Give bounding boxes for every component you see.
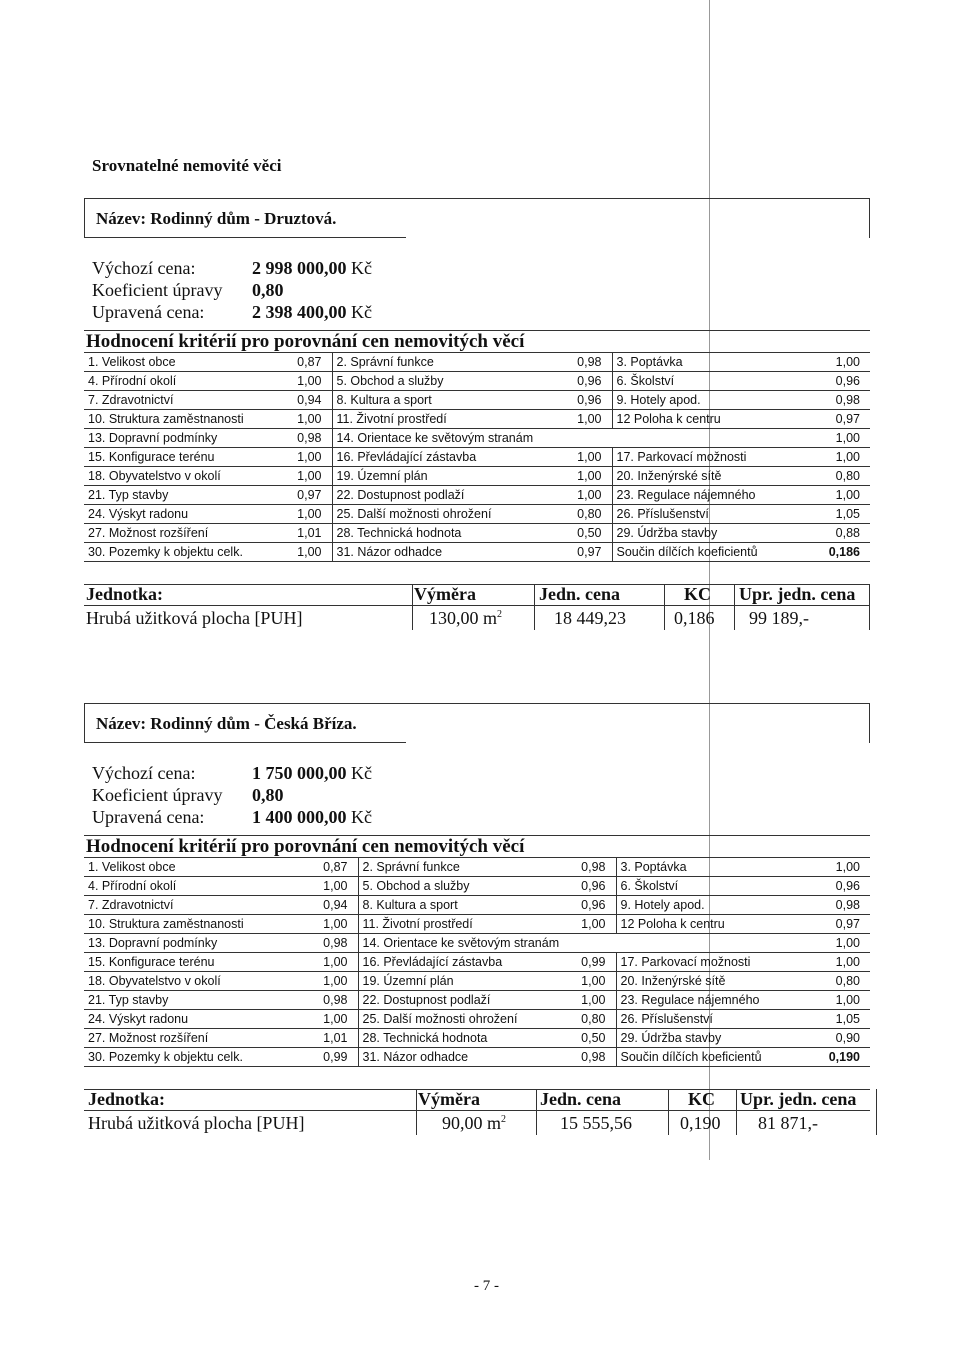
property-name: Název: Rodinný dům - Česká Bříza. [96,714,357,733]
unit-price-value: 15 555,56 [560,1113,632,1133]
criterion-label: 23. Regulace nájemného [616,991,810,1010]
criterion-value: 0,97 [810,915,870,934]
criterion-value: 1,00 [560,448,612,467]
criterion-label: 21. Typ stavby [84,486,284,505]
price-label: Výchozí cena: [92,763,196,783]
criterion-label: 1. Velikost obce [84,353,284,372]
criteria-row [84,972,870,991]
criterion-label: 23. Regulace nájemného [612,486,810,505]
property-block [84,703,870,1135]
criterion-value: 1,00 [284,448,332,467]
criteria-title: Hodnocení kritérií pro porovnání cen nemovitých věcí [84,330,870,352]
criterion-value: 0,99 [310,1048,358,1067]
criteria-row [84,467,870,486]
criteria-row [84,877,870,896]
criterion-value: 1,00 [284,505,332,524]
criterion-value: 1,00 [284,372,332,391]
criterion-label: 20. Inženýrské sítě [616,972,810,991]
criterion-value: 0,99 [568,953,616,972]
price-label: Upravená cena: [92,302,205,322]
criteria-row [84,448,870,467]
criteria-row [84,1048,870,1067]
criterion-label: 12 Poloha k centru [612,410,810,429]
criterion-label: 16. Převládající zástavba [332,448,560,467]
criterion-value: 0,98 [310,991,358,1010]
criterion-value: 0,94 [310,896,358,915]
unit-header: Jednotka: [86,584,164,604]
criterion-label: 17. Parkovací možnosti [612,448,810,467]
criterion-label: 8. Kultura a sport [358,896,568,915]
area-value: 130,00 $m^2$ [429,608,503,628]
criterion-label: 22. Dostupnost podlaží [332,486,560,505]
criterion-label: 3. Poptávka [612,353,810,372]
unit-value: Hrubá užitková plocha [PUH] [88,1113,305,1133]
criterion-value: 1,00 [568,915,616,934]
criterion-label: 26. Příslušenství [612,505,810,524]
area-header: Výměra [414,584,476,604]
criterion-value: 0,186 [810,543,870,562]
page-number: - 7 - [474,1278,499,1294]
price-value: 0,80 [252,280,284,300]
criterion-label: 3. Poptávka [616,858,810,877]
criterion-value: 1,00 [310,915,358,934]
criterion-value: 1,00 [284,543,332,562]
criterion-value: 0,94 [284,391,332,410]
adjusted-price-value: 81 871,- [758,1113,818,1133]
criterion-label: 28. Technická hodnota [332,524,560,543]
criterion-label: 8. Kultura a sport [332,391,560,410]
criterion-value: 1,00 [310,953,358,972]
kc-value: 0,186 [674,608,715,628]
criterion-value: 1,01 [284,524,332,543]
criterion-value: 0,80 [560,505,612,524]
criteria-title: Hodnocení kritérií pro porovnání cen nemovitých věcí [84,835,870,857]
criteria-row [84,505,870,524]
criterion-label: 31. Názor odhadce [358,1048,568,1067]
criterion-value: 0,97 [560,543,612,562]
criterion-value: 0,88 [810,524,870,543]
criteria-row [84,915,870,934]
criterion-label: 16. Převládající zástavba [358,953,568,972]
criterion-label: 24. Výskyt radonu [84,1010,310,1029]
criterion-label: 15. Konfigurace terénu [84,448,284,467]
criterion-value: 0,98 [568,1048,616,1067]
criterion-label: 20. Inženýrské sítě [612,467,810,486]
criterion-label: 19. Územní plán [358,972,568,991]
criterion-label: 11. Životní prostředí [332,410,560,429]
criterion-value: 0,97 [284,486,332,505]
criterion-label: 5. Obchod a služby [358,877,568,896]
criteria-row [84,429,870,448]
criterion-value: 0,97 [810,410,870,429]
criterion-label: 10. Struktura zaměstnanosti [84,915,310,934]
criterion-label: 25. Další možnosti ohrožení [358,1010,568,1029]
property-name: Název: Rodinný dům - Druztová. [96,209,337,228]
price-label: Koeficient úpravy [92,280,223,300]
criterion-value: 1,00 [284,467,332,486]
criterion-label: 24. Výskyt radonu [84,505,284,524]
criterion-value: 0,90 [810,1029,870,1048]
criterion-value: 1,00 [810,858,870,877]
criterion-value: 1,00 [310,1010,358,1029]
criterion-label: 6. Školství [612,372,810,391]
criterion-label: 13. Dopravní podmínky [84,429,284,448]
criterion-label: 2. Správní funkce [332,353,560,372]
criteria-table [84,352,870,562]
criterion-label: 7. Zdravotnictví [84,896,310,915]
criterion-label: 28. Technická hodnota [358,1029,568,1048]
criterion-value: 0,50 [560,524,612,543]
criterion-value: 0,87 [284,353,332,372]
criterion-value: 0,96 [568,877,616,896]
kc-header: KC [684,584,711,604]
criteria-table [84,857,870,1067]
criterion-label: 22. Dostupnost podlaží [358,991,568,1010]
criterion-value: 0,50 [568,1029,616,1048]
criterion-value: 1,00 [810,429,870,448]
criterion-label: Součin dílčích koeficientů [612,543,810,562]
criterion-label: 2. Správní funkce [358,858,568,877]
price-info [84,743,870,835]
criterion-value: 1,00 [810,934,870,953]
criteria-row [84,353,870,372]
criterion-label: 14. Orientace ke světovým stranám [358,934,810,953]
criterion-value: 0,96 [810,877,870,896]
criteria-row [84,524,870,543]
criterion-value: 0,98 [310,934,358,953]
criterion-value: 0,96 [568,896,616,915]
criterion-label: 31. Názor odhadce [332,543,560,562]
kc-value: 0,190 [680,1113,721,1133]
area-value: 90,00 $m^2$ [442,1113,507,1133]
criterion-value: 0,96 [810,372,870,391]
adjusted-price-value: 99 189,- [749,608,809,628]
criterion-value: 1,01 [310,1029,358,1048]
criterion-value: 1,00 [568,972,616,991]
kc-header: KC [688,1089,715,1109]
criterion-label: 5. Obchod a služby [332,372,560,391]
criterion-label: 10. Struktura zaměstnanosti [84,410,284,429]
price-value: 0,80 [252,785,284,805]
criterion-label: 15. Konfigurace terénu [84,953,310,972]
criterion-value: 1,00 [560,467,612,486]
area-header: Výměra [418,1089,480,1109]
criterion-value: 0,96 [560,372,612,391]
criterion-value: 1,00 [810,353,870,372]
unit-price-header: Jedn. cena [540,1089,621,1109]
criterion-label: 11. Životní prostředí [358,915,568,934]
price-info [84,238,870,330]
page-heading: Srovnatelné nemovité věci [92,156,282,175]
unit-price-box [84,584,870,630]
criteria-row [84,896,870,915]
criteria-row [84,391,870,410]
criterion-label: Součin dílčích koeficientů [616,1048,810,1067]
price-value: 1 750 000,00 Kč [252,763,372,783]
criteria-row [84,1029,870,1048]
criterion-label: 18. Obyvatelstvo v okolí [84,467,284,486]
criterion-value: 1,00 [560,410,612,429]
criterion-label: 18. Obyvatelstvo v okolí [84,972,310,991]
criterion-value: 1,05 [810,505,870,524]
criteria-row [84,953,870,972]
criteria-row [84,372,870,391]
criterion-value: 0,96 [560,391,612,410]
criterion-value: 0,98 [284,429,332,448]
criterion-label: 21. Typ stavby [84,991,310,1010]
criteria-row [84,934,870,953]
price-label: Upravená cena: [92,807,205,827]
criterion-value: 1,00 [310,972,358,991]
criterion-label: 26. Příslušenství [616,1010,810,1029]
unit-price-value: 18 449,23 [554,608,626,628]
criterion-label: 7. Zdravotnictví [84,391,284,410]
property-block [84,198,870,630]
criterion-value: 1,05 [810,1010,870,1029]
criterion-value: 0,98 [560,353,612,372]
price-label: Výchozí cena: [92,258,196,278]
criterion-label: 13. Dopravní podmínky [84,934,310,953]
criteria-row [84,410,870,429]
property-name-box [84,703,870,743]
criterion-value: 1,00 [284,410,332,429]
unit-price-header: Jedn. cena [539,584,620,604]
criterion-label: 30. Pozemky k objektu celk. [84,543,284,562]
criterion-value: 1,00 [810,448,870,467]
criterion-value: 1,00 [568,991,616,1010]
price-value: 2 398 400,00 Kč [252,302,372,322]
criteria-row [84,1010,870,1029]
criterion-value: 0,80 [568,1010,616,1029]
criterion-value: 1,00 [310,877,358,896]
criterion-value: 1,00 [810,991,870,1010]
property-name-box [84,198,870,238]
criterion-label: 29. Údržba stavby [612,524,810,543]
criteria-row [84,486,870,505]
price-label: Koeficient úpravy [92,785,223,805]
criterion-label: 29. Údržba stavby [616,1029,810,1048]
criterion-label: 27. Možnost rozšíření [84,1029,310,1048]
adjusted-price-header: Upr. jedn. cena [740,1089,857,1109]
criterion-label: 12 Poloha k centru [616,915,810,934]
criterion-label: 4. Přírodní okolí [84,372,284,391]
adjusted-price-header: Upr. jedn. cena [739,584,856,604]
criterion-label: 4. Přírodní okolí [84,877,310,896]
criterion-label: 1. Velikost obce [84,858,310,877]
criterion-value: 1,00 [560,486,612,505]
criteria-row [84,543,870,562]
criterion-value: 1,00 [810,953,870,972]
price-value: 2 998 000,00 Kč [252,258,372,278]
criteria-row [84,991,870,1010]
unit-price-box [84,1089,870,1135]
criterion-value: 0,80 [810,467,870,486]
unit-header: Jednotka: [88,1089,166,1109]
criterion-value: 1,00 [810,486,870,505]
criterion-value: 0,80 [810,972,870,991]
criterion-label: 25. Další možnosti ohrožení [332,505,560,524]
criterion-value: 0,87 [310,858,358,877]
criterion-label: 9. Hotely apod. [616,896,810,915]
criterion-label: 9. Hotely apod. [612,391,810,410]
criterion-value: 0,98 [810,391,870,410]
unit-value: Hrubá užitková plocha [PUH] [86,608,303,628]
criterion-label: 6. Školství [616,877,810,896]
criterion-label: 27. Možnost rozšíření [84,524,284,543]
criterion-label: 14. Orientace ke světovým stranám [332,429,810,448]
criterion-label: 19. Územní plán [332,467,560,486]
price-value: 1 400 000,00 Kč [252,807,372,827]
criterion-label: 30. Pozemky k objektu celk. [84,1048,310,1067]
criterion-value: 0,98 [568,858,616,877]
criterion-label: 17. Parkovací možnosti [616,953,810,972]
criteria-row [84,858,870,877]
criterion-value: 0,190 [810,1048,870,1067]
criterion-value: 0,98 [810,896,870,915]
